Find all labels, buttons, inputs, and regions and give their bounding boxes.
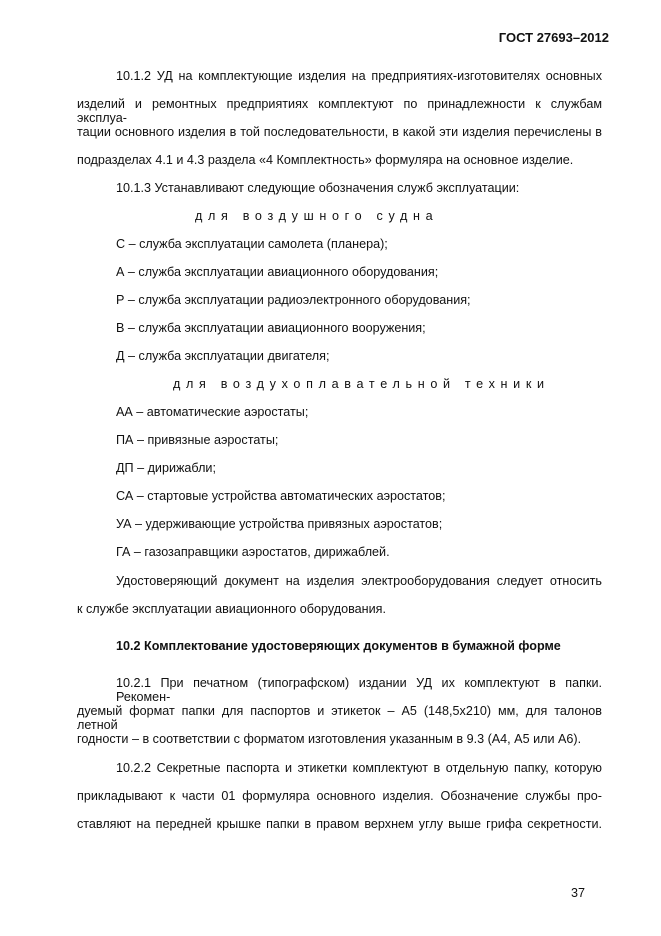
aircraft-service-item: А – служба эксплуатации авиационного оборудования; xyxy=(116,265,439,279)
para-10-1-2-line: изделий и ремонтных предприятиях комплектуют по принадлежности к службам эксплуа- xyxy=(77,97,602,125)
para-10-2-1-line: дуемый формат папки для паспортов и этикеток – А5 (148,5х210) мм, для талонов летной xyxy=(77,704,602,732)
para-cert-line: к службе эксплуатации авиационного оборудования. xyxy=(77,602,386,616)
aeronautics-service-item: АА – автоматические аэростаты; xyxy=(116,405,309,419)
aeronautics-service-item: СА – стартовые устройства автоматических аэростатов; xyxy=(116,489,446,503)
para-10-2-2-line: ставляют на передней крышке папки в правом верхнем углу выше грифа секретности. xyxy=(77,817,602,831)
para-10-2-2-line: прикладывают к части 01 формуляра основного изделия. Обозначение службы про- xyxy=(77,789,602,803)
page-number: 37 xyxy=(571,886,586,900)
aircraft-service-item: Д – служба эксплуатации двигателя; xyxy=(116,349,330,363)
para-10-2-1-line: 10.2.1 При печатном (типографском) издании УД их комплектуют в папки. Рекомен- xyxy=(116,676,602,704)
aircraft-subheading: для воздушного судна xyxy=(195,209,439,223)
para-10-2-2-line: 10.2.2 Секретные паспорта и этикетки комплектуют в отдельную папку, которую xyxy=(116,761,602,775)
para-cert-line: Удостоверяющий документ на изделия электрооборудования следует относить xyxy=(116,574,602,588)
aircraft-service-item: С – служба эксплуатации самолета (планера); xyxy=(116,237,388,251)
aeronautics-service-item: ГА – газозаправщики аэростатов, дирижаблей. xyxy=(116,545,390,559)
para-10-1-2-line: тации основного изделия в той последовательности, в какой эти изделия перечислены в xyxy=(77,125,602,139)
aeronautics-service-item: ПА – привязные аэростаты; xyxy=(116,433,279,447)
para-10-1-2-line: подразделах 4.1 и 4.3 раздела «4 Комплектность» формуляра на основное изделие. xyxy=(77,153,574,167)
section-title: 10.2 Комплектование удостоверяющих документов в бумажной форме xyxy=(116,639,561,653)
para-10-1-2-line: 10.1.2 УД на комплектующие изделия на предприятиях-изготовителях основных xyxy=(116,69,602,83)
aeronautics-subheading: для воздухоплавательной техники xyxy=(173,377,550,391)
aeronautics-service-item: ДП – дирижабли; xyxy=(116,461,216,475)
document-header: ГОСТ 27693–2012 xyxy=(498,30,609,45)
aeronautics-service-item: УА – удерживающие устройства привязных аэростатов; xyxy=(116,517,443,531)
para-10-2-1-line: годности – в соответствии с форматом изготовления указанным в 9.3 (А4, А5 или А6). xyxy=(77,732,582,746)
para-10-1-3: 10.1.3 Устанавливают следующие обозначения служб эксплуатации: xyxy=(116,181,520,195)
aircraft-service-item: Р – служба эксплуатации радиоэлектронного оборудования; xyxy=(116,293,471,307)
aircraft-service-item: В – служба эксплуатации авиационного вооружения; xyxy=(116,321,426,335)
